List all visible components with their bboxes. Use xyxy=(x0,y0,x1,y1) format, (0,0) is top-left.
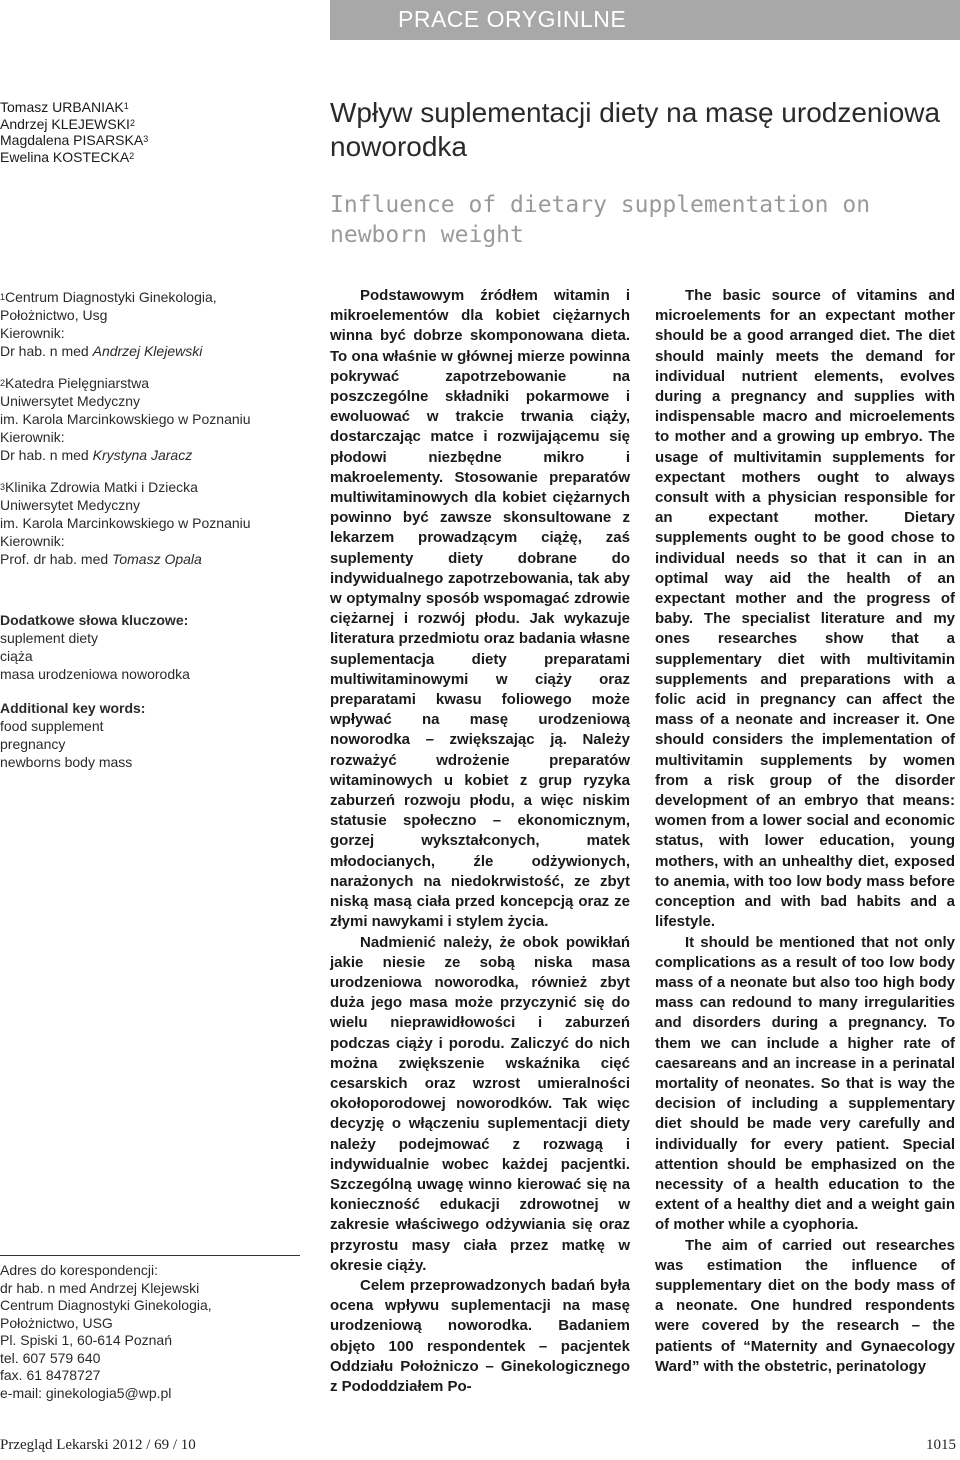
keywords-english xyxy=(0,699,300,771)
keyword: ciąża xyxy=(0,648,33,664)
correspondence-line: tel. 607 579 640 xyxy=(0,1349,101,1366)
correspondence-line: Centrum Diagnostyki Ginekologia, xyxy=(0,1297,212,1313)
keyword: newborns body mass xyxy=(0,754,133,770)
author: Tomasz URBANIAK$^1$ xyxy=(0,99,129,115)
correspondence-heading: Adres do korespondencji: xyxy=(0,1262,158,1278)
paragraph: Nadmienić należy, że obok powikłań jakie niesie ze sobą niska masa urodzeniowa noworodka, również zbyt duża jego masa może przyczynić się do wielu nieprawidłowości i zaburzeń podczas ciąży i porodu. Zaliczyć do nich można zwiększenie wskaźnika cięć cesarskich oraz wzrost umieralności okołoporodowej noworodków. Tak więc decyzję o włączeniu suplementacji diety należy podejmować z rozwagą i indywidualnie wobec każdej pacjentki. Szczególną uwagę winno kierować się na konieczność edukacji zdrowotnej w zakresie właściwego odżywiania się oraz przyrostu masy ciała przez matkę w okresie ciąży. xyxy=(330,933,630,1274)
article-title-polish: Wpływ suplementacji diety na masę urodzeniowa noworodka xyxy=(330,97,941,162)
paragraph: It should be mentioned that not only complications as a result of too low body mass of a neonate but also too high body mass can redound to many irregularities and disorders during a pregnancy. To them we can include a higher rate of caesareans and an increase in a perinatal mortality of neonates. So that is way the decision of including a supplementary diet should be made very carefully and individually for every patient. Special attention should be emphasized on the necessity of a health education to the extent of a healthy diet and a weight gain of mother while a cyophoria. xyxy=(655,933,955,1234)
keywords-polish xyxy=(0,611,300,683)
correspondence-email[interactable]: e-mail: ginekologia5@wp.pl xyxy=(0,1384,172,1401)
keywords-heading: Dodatkowe słowa kluczowe: xyxy=(0,612,189,628)
keyword: suplement diety xyxy=(0,630,99,646)
affiliation-3: $^3$Klinika Zdrowia Matki i Dziecka Uniwersytet Medyczny im. Karola Marcinkowskiego w Poznaniu Kierownik: Prof. dr hab. med Tomasz Opala xyxy=(0,479,251,567)
section-label: PRACE ORYGINLNE xyxy=(398,6,627,32)
paragraph: The basic source of vitamins and microelements for an expectant mother should be a good arranged diet. The diet should mainly meets the demand for individual nutrient elements, evolves during a pregnancy and supplies with indispensable macro and microelements to mother and a growing up embryo. The usage of multivitamin supplements for expectant mothers ought to always consult with a physician responsible for an expectant mother. Dietary supplements ought to be good chose to individual needs so that it can in an optimal way aid the health of an expectant mother and the progress of baby. The specialist literature and my ones researches show that a supplementary diet with multivitamin supplements and preparations with a folic acid in pregnancy can affect the mass of a neonate and increaser it. One should considers the implementation of multivitamin supplements by women from a risk group of the disorder development of an embryo that means: women from a lower social and economic status, with lower education, young mothers, with an unhealthy diet, exposed to anemia, with too low body mass before conception and with bad habits and a lifestyle. xyxy=(655,287,955,931)
correspondence-divider xyxy=(0,1255,300,1256)
article-title-english: Influence of dietary supplementation on newborn weight xyxy=(330,192,871,248)
affiliation-1: $^1$Centrum Diagnostyki Ginekologia, Położnictwo, Usg Kierownik: Dr hab. n med Andrzej Klejewski xyxy=(0,289,217,359)
body-column-polish xyxy=(330,286,630,1397)
paragraph: The aim of carried out researches was estimation the influence of supplementary diet on the body mass of a neonate. One hundred respondents were covered by the research – the patients of “Maternity and Gynaecology Ward” with the obstetric, perinatology xyxy=(655,1236,955,1375)
correspondence-line: Pl. Spiski 1, 60-614 Poznań xyxy=(0,1332,172,1348)
paragraph: Podstawowym źródłem witamin i mikroelementów dla kobiet ciężarnych winna być dobrze skomponowana dieta. To ona właśnie w głównej mierze powinna pokrywać zapotrzebowanie na poszczególne składniki pokarmowe i ewoluować w trakcie trwania ciąży, dostarczając matce i rozwijającemu się płodowi niezbędne mikro i makroelementy. Stosowanie preparatów multiwitaminowych dla kobiet ciężarnych powinno być zawsze skonsultowane z lekarzem prowadzącym ciążę, zaś suplementy diety dobrane do indywidualnego zapotrzebowania, tak aby w optymalny sposób wspomagać zdrowie ciężarnej i rozwój płodu. Jak wykazuje literatura przedmiotu oraz badania własne suplementacja diety preparatami multiwitaminowymi w ciąży oraz preparatami kwasu foliowego może wpływać na masę urodzeniową noworodka – zwiększając ją. Należy rozważyć wdrożenie preparatów witaminowych u kobiet z grup ryzyka zaburzeń rozwoju płodu, a więc niskim statusie społeczno – ekonomicznym, gorzej wykształconych, matek młodocianych, źle odżywionych, narażonych na niedokrwistość, ze zbyt niską masą ciała przed koncepcją oraz ze złymi nawykami i stylem życia. xyxy=(330,287,630,931)
page-number: 1015 xyxy=(926,1437,956,1453)
author: Ewelina KOSTECKA$^2$ xyxy=(0,148,135,165)
correspondence-line: fax. 61 8478727 xyxy=(0,1367,101,1383)
keyword: pregnancy xyxy=(0,736,66,752)
section-header-bar xyxy=(330,0,960,40)
affiliation-2: $^2$Katedra Pielęgniarstwa Uniwersytet Medyczny im. Karola Marcinkowskiego w Poznaniu Kierownik: Dr hab. n med Krystyna Jaracz xyxy=(0,375,251,463)
journal-citation: Przegląd Lekarski 2012 / 69 / 10 xyxy=(0,1437,196,1453)
paragraph: Celem przeprowadzonych badań była ocena wpływu suplementacji na masę urodzeniową noworodka. Badaniem objęto 100 respondentek – pacjentek Oddziału Położniczo – Ginekologicznego z Pododdziałem Po- xyxy=(330,1276,630,1395)
correspondence-address xyxy=(0,1262,300,1402)
author: Magdalena PISARSKA$^3$ xyxy=(0,132,149,148)
keywords xyxy=(0,611,300,787)
keyword: food supplement xyxy=(0,718,104,734)
correspondence-line: dr hab. n med Andrzej Klejewski xyxy=(0,1279,200,1296)
keywords-heading: Additional key words: xyxy=(0,700,146,716)
affiliations xyxy=(0,288,300,582)
author: Andrzej KLEJEWSKI$^2$ xyxy=(0,115,135,132)
keyword: masa urodzeniowa noworodka xyxy=(0,666,190,682)
author-list xyxy=(0,99,320,165)
correspondence-line: Położnictwo, USG xyxy=(0,1314,113,1331)
body-column-english xyxy=(655,286,955,1377)
